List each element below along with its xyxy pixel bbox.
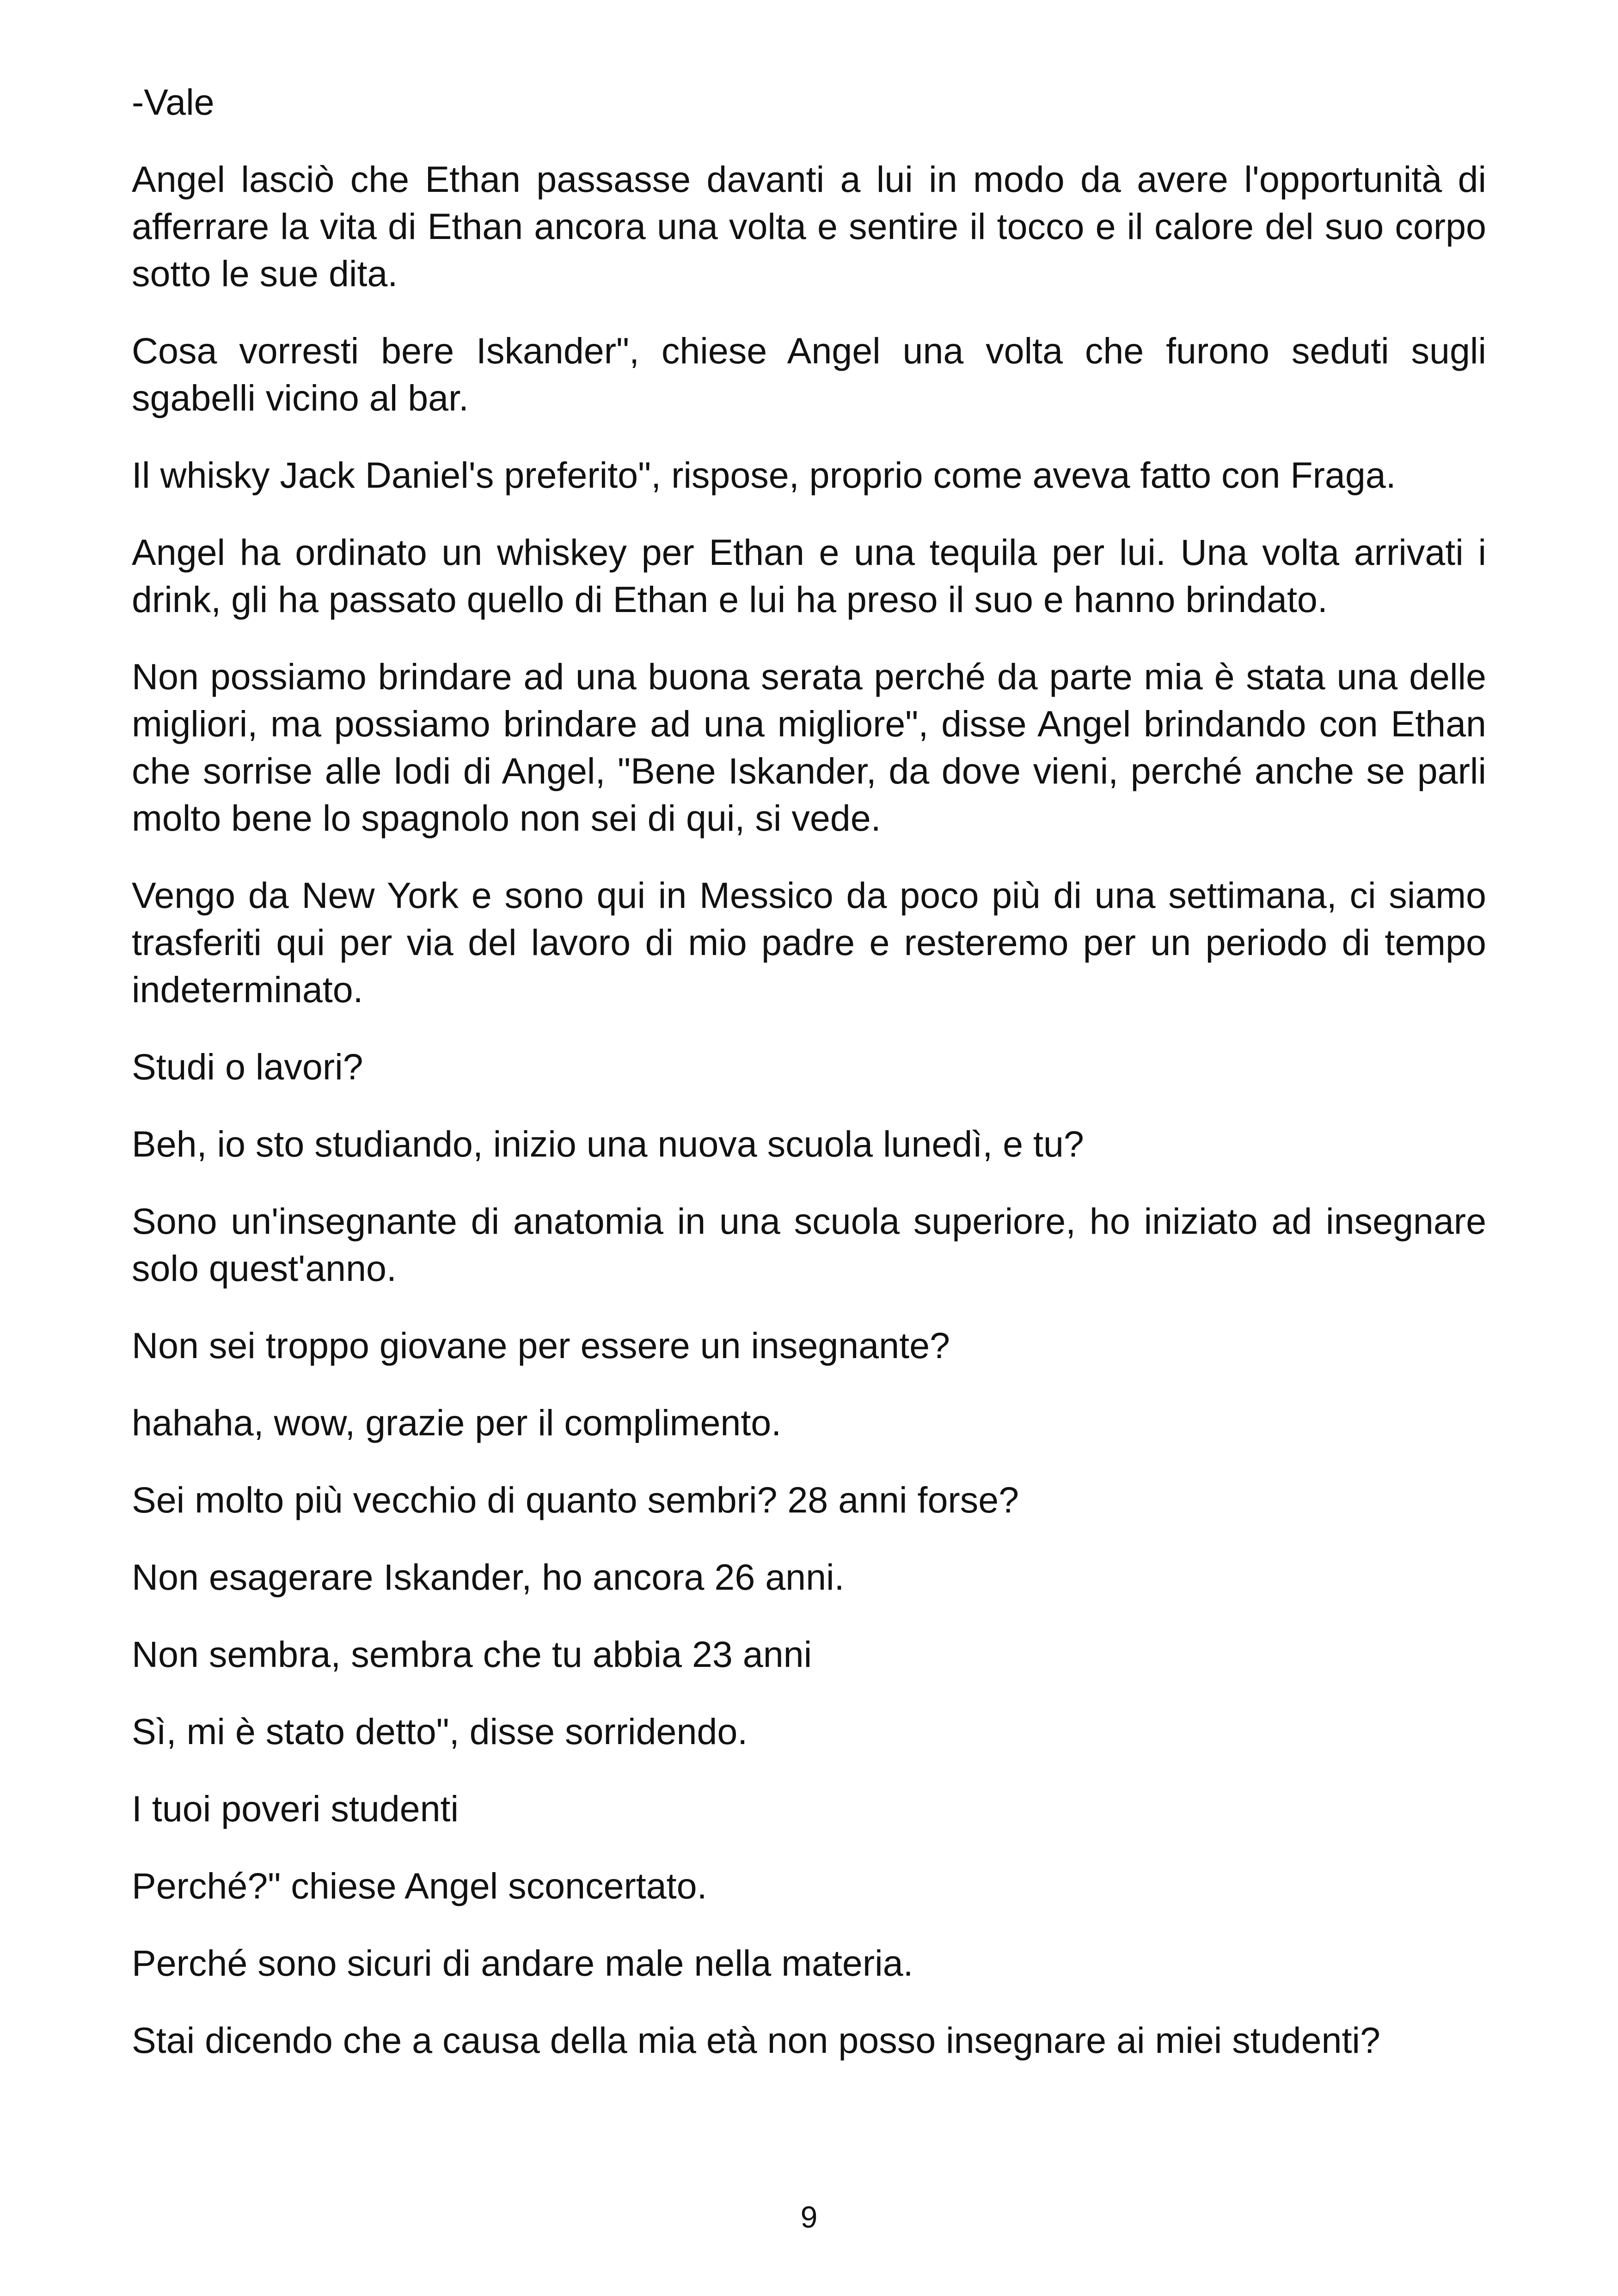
body-text (132, 79, 1486, 2094)
paragraph: Stai dicendo che a causa della mia età non posso insegnare ai miei studenti? (132, 2020, 1380, 2061)
page-number: 9 (800, 2200, 818, 2234)
paragraph: Studi o lavori? (132, 1046, 363, 1087)
paragraph: Angel lasciò che Ethan passasse davanti a lui in modo da avere l'opportunità di afferrare la vita di Ethan ancora una volta e sentire il tocco e il calore del suo corpo sotto le sue dita. (132, 159, 1486, 294)
paragraph: Angel ha ordinato un whiskey per Ethan e una tequila per lui. Una volta arrivati i drink, gli ha passato quello di Ethan e lui ha preso il suo e hanno brindato. (132, 532, 1486, 620)
paragraph: -Vale (132, 81, 215, 122)
paragraph: Vengo da New York e sono qui in Messico da poco più di una settimana, ci siamo trasferiti qui per via del lavoro di mio padre e resteremo per un periodo di tempo indeterminato. (132, 875, 1486, 1010)
paragraph: Beh, io sto studiando, inizio una nuova scuola lunedì, e tu? (132, 1123, 1084, 1164)
paragraph: Non sei troppo giovane per essere un insegnante? (132, 1325, 950, 1366)
paragraph: I tuoi poveri studenti (132, 1788, 459, 1829)
paragraph: Sono un'insegnante di anatomia in una scuola superiore, ho iniziato ad insegnare solo quest'anno. (132, 1200, 1486, 1289)
paragraph: Non possiamo brindare ad una buona serata perché da parte mia è stata una delle migliori, ma possiamo brindare ad una migliore", disse Angel brindando con Ethan che sorrise alle lodi di Angel, "Bene Iskander, da dove vieni, perché anche se parli molto bene lo spagnolo non sei di qui, si vede. (132, 656, 1486, 839)
paragraph: Non sembra, sembra che tu abbia 23 anni (132, 1634, 812, 1675)
paragraph: Perché sono sicuri di andare male nella materia. (132, 1942, 913, 1984)
paragraph: Sei molto più vecchio di quanto sembri? 28 anni forse? (132, 1479, 1019, 1520)
paragraph: hahaha, wow, grazie per il complimento. (132, 1402, 782, 1443)
paragraph: Cosa vorresti bere Iskander", chiese Angel una volta che furono seduti sugli sgabelli vicino al bar. (132, 330, 1486, 418)
paragraph: Il whisky Jack Daniel's preferito", rispose, proprio come aveva fatto con Fraga. (132, 454, 1396, 496)
paragraph: Perché?" chiese Angel sconcertato. (132, 1865, 707, 1906)
paragraph: Sì, mi è stato detto", disse sorridendo. (132, 1711, 748, 1752)
paragraph: Non esagerare Iskander, ho ancora 26 anni. (132, 1556, 845, 1598)
